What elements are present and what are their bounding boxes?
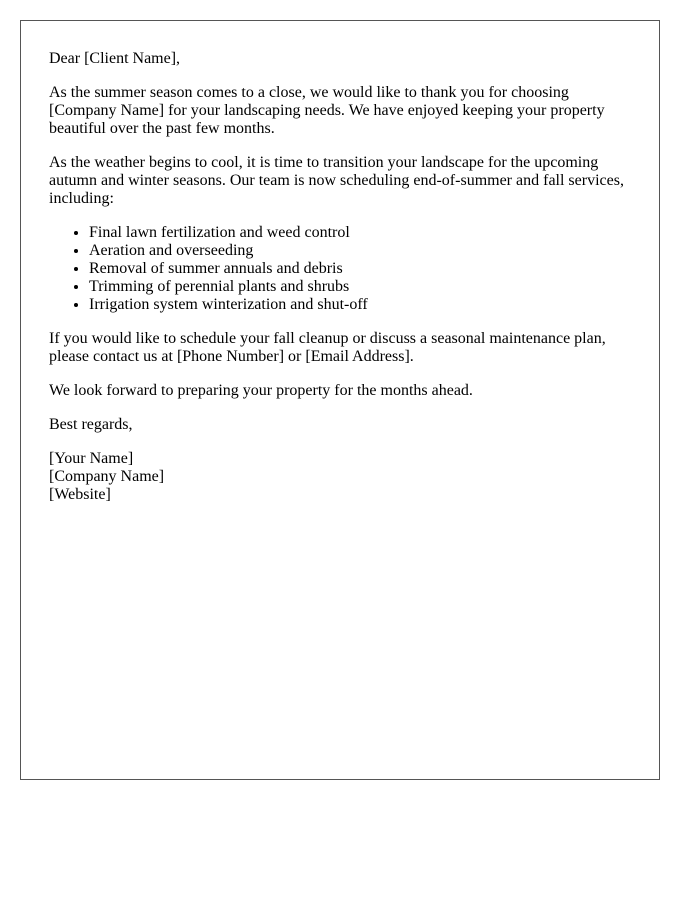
service-item: • Irrigation system winterization and shut-off	[89, 296, 631, 314]
service-item: • Aeration and overseeding	[89, 242, 631, 260]
letter-container	[20, 20, 660, 780]
closing-paragraph: We look forward to preparing your property for the months ahead.	[49, 382, 473, 399]
service-item: • Final lawn fertilization and weed control	[89, 224, 631, 242]
service-item: • Removal of summer annuals and debris	[89, 260, 631, 278]
signature-name: [Your Name]	[49, 450, 134, 467]
services-list	[49, 224, 631, 314]
greeting: Dear [Client Name],	[49, 50, 181, 67]
signature-block	[49, 450, 631, 504]
sign-off: Best regards,	[49, 416, 133, 433]
contact-paragraph: If you would like to schedule your fall cleanup or discuss a seasonal maintenance plan, please contact us at [Phone Number] or [Email Address].	[49, 330, 606, 365]
service-item: • Trimming of perennial plants and shrubs	[89, 278, 631, 296]
signature-company: [Company Name]	[49, 468, 165, 485]
intro-paragraph: As the summer season comes to a close, we would like to thank you for choosing [Company Name] for your landscaping needs. We have enjoyed keeping your property beautiful over the past few months.	[49, 84, 605, 137]
signature-website: [Website]	[49, 486, 111, 503]
transition-paragraph: As the weather begins to cool, it is time to transition your landscape for the upcoming autumn and winter seasons. Our team is now scheduling end-of-summer and fall services, including:	[49, 154, 624, 207]
